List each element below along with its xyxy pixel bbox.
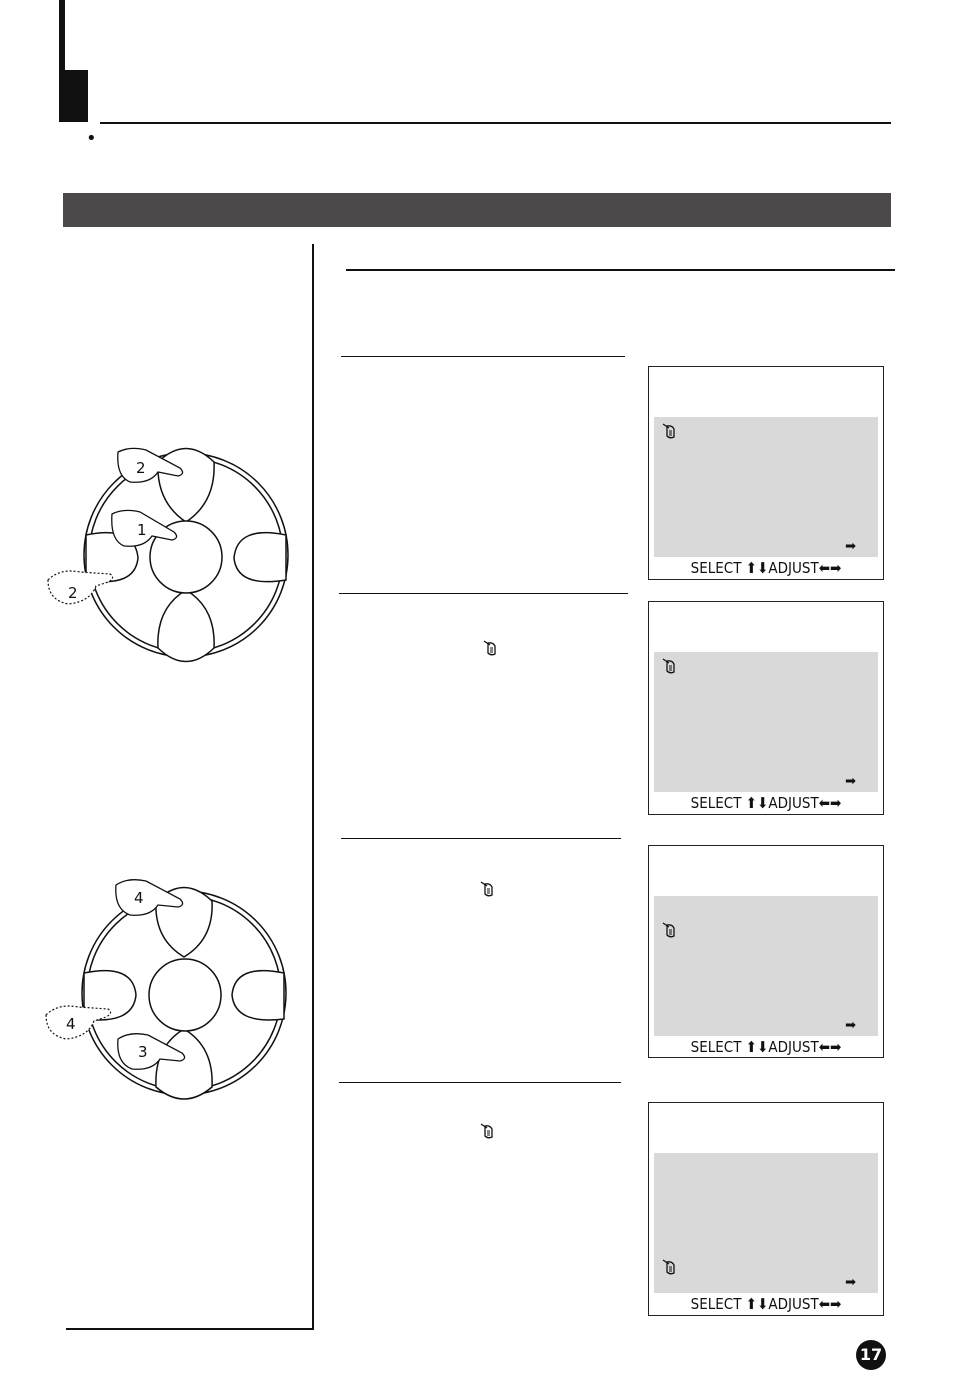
pointing-hand-icon [48, 571, 113, 604]
page-number: 17 [859, 1345, 883, 1364]
left-right-arrow-icon: ⬅➡ [818, 559, 842, 577]
right-button [234, 533, 286, 582]
step-label: 2 [68, 584, 78, 602]
right-arrow-icon: ➡ [845, 1018, 856, 1033]
step-label: 3 [138, 1043, 148, 1061]
right-arrow-icon: ➡ [845, 539, 856, 554]
select-label: SELECT [690, 559, 742, 577]
menu-panel [654, 417, 878, 557]
down-button [158, 590, 214, 662]
menu-footer [649, 794, 883, 812]
up-down-arrow-icon: ⬆⬇ [745, 559, 769, 577]
step-rule-4 [339, 1082, 621, 1083]
right-arrow-icon: ➡ [845, 1275, 856, 1290]
pointing-hand-icon [478, 1121, 496, 1141]
up-button [158, 449, 214, 523]
center-button [149, 959, 221, 1031]
pointing-hand-icon [660, 1257, 678, 1277]
select-label: SELECT [690, 1295, 742, 1313]
header-tab-block [59, 70, 88, 122]
menu-panel [654, 896, 878, 1036]
header-bullet: • [86, 128, 97, 149]
menu-panel [654, 1153, 878, 1293]
step-rule-1 [341, 356, 625, 357]
header-rule [100, 122, 891, 124]
adjust-label: ADJUST [768, 794, 819, 812]
step-rule-3 [341, 838, 621, 839]
up-down-arrow-icon: ⬆⬇ [745, 794, 769, 812]
left-right-arrow-icon: ⬅➡ [818, 1295, 842, 1313]
select-label: SELECT [690, 1038, 742, 1056]
pointing-hand-icon [478, 879, 496, 899]
remote-navigation-diagram-bottom [40, 875, 300, 1115]
menu-screen-1 [648, 366, 884, 580]
menu-footer [649, 1038, 883, 1056]
menu-footer [649, 559, 883, 577]
adjust-label: ADJUST [768, 1038, 819, 1056]
column-divider [312, 244, 314, 1330]
left-right-arrow-icon: ⬅➡ [818, 794, 842, 812]
menu-panel [654, 652, 878, 792]
pointing-hand-icon [660, 421, 678, 441]
remote-navigation-diagram-top [40, 440, 300, 680]
menu-screen-3 [648, 845, 884, 1058]
step-label: 1 [137, 521, 147, 539]
select-label: SELECT [690, 794, 742, 812]
right-button [232, 971, 284, 1020]
step-label: 4 [66, 1015, 76, 1033]
up-down-arrow-icon: ⬆⬇ [745, 1038, 769, 1056]
down-button [156, 1029, 212, 1099]
step-label: 4 [134, 889, 144, 907]
step-label: 2 [136, 459, 146, 477]
section-bar [63, 193, 891, 227]
pointing-hand-icon [46, 1006, 111, 1039]
pointing-hand-icon [481, 638, 499, 658]
right-heading-rule [346, 269, 895, 271]
pointing-hand-icon [660, 656, 678, 676]
right-arrow-icon: ➡ [845, 774, 856, 789]
left-right-arrow-icon: ⬅➡ [818, 1038, 842, 1056]
up-down-arrow-icon: ⬆⬇ [745, 1295, 769, 1313]
left-bottom-rule [66, 1328, 314, 1330]
pointing-hand-icon [660, 920, 678, 940]
page-number-badge [856, 1340, 886, 1370]
adjust-label: ADJUST [768, 559, 819, 577]
menu-screen-2 [648, 601, 884, 815]
menu-footer [649, 1295, 883, 1313]
adjust-label: ADJUST [768, 1295, 819, 1313]
step-rule-2 [339, 593, 628, 594]
menu-screen-4 [648, 1102, 884, 1316]
